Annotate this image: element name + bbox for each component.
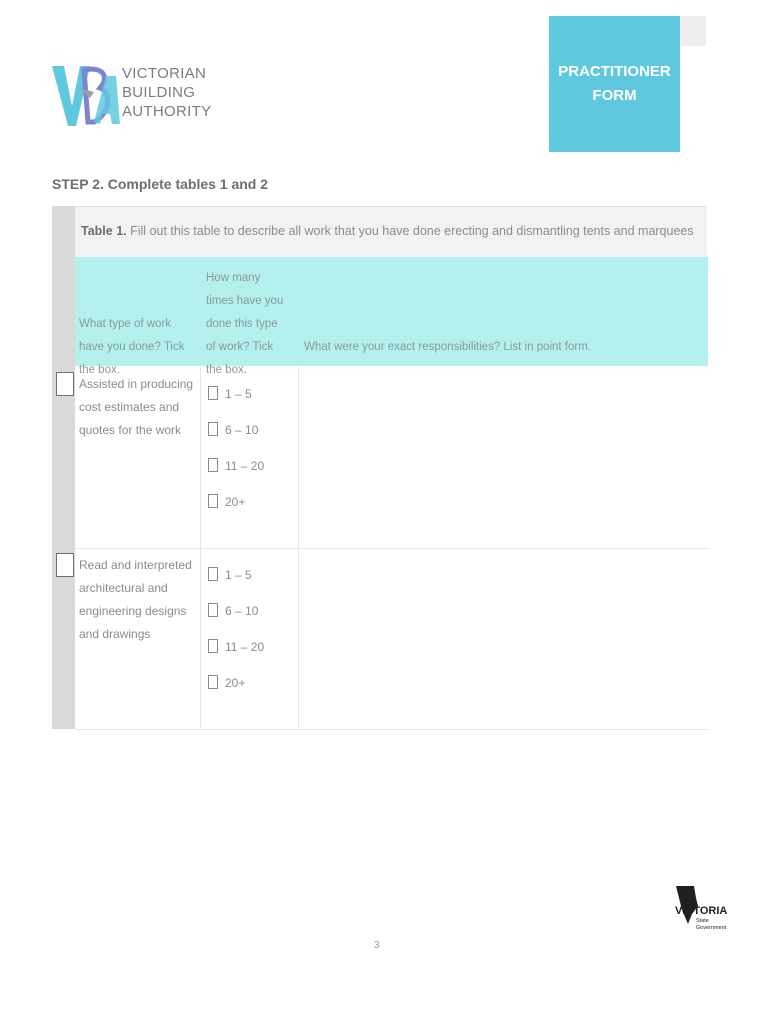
work-type-label: Assisted in producing cost estimates and quotes for the work — [79, 377, 194, 437]
responsibilities-field[interactable] — [305, 373, 701, 541]
header-responsibilities: What were your exact responsibilities? List in point form. — [304, 341, 591, 353]
option-label: 11 – 20 — [225, 459, 265, 473]
table-row — [75, 367, 708, 549]
option-checkbox[interactable] — [208, 567, 218, 581]
option-label: 1 – 5 — [225, 387, 252, 401]
badge-line-2: FORM — [592, 87, 637, 104]
count-option[interactable] — [208, 565, 252, 585]
option-checkbox[interactable] — [208, 603, 218, 617]
logo-line-3: AUTHORITY — [122, 103, 212, 120]
logo-line-2: BUILDING — [122, 84, 196, 101]
header-work-type: What type of work have you done? Tick the box. — [79, 318, 185, 376]
victoria-map-icon — [672, 884, 732, 944]
vba-logo-mark — [50, 62, 122, 132]
header-times-done: How many times have you done this type of work? Tick the box. — [206, 272, 284, 376]
column-divider — [298, 548, 299, 729]
count-option[interactable] — [208, 673, 245, 693]
work-type-checkbox[interactable] — [56, 372, 74, 396]
option-label: 6 – 10 — [225, 423, 259, 437]
option-checkbox[interactable] — [208, 386, 218, 400]
responsibilities-field[interactable] — [305, 554, 701, 722]
logo-wordmark — [122, 64, 211, 121]
table-header-row — [75, 257, 708, 376]
vba-logo — [50, 62, 212, 132]
column-divider — [200, 367, 201, 548]
badge-line-1: PRACTITIONER — [558, 63, 671, 80]
option-label: 6 – 10 — [225, 604, 259, 618]
page-number: 3 — [374, 940, 380, 951]
column-divider — [200, 548, 201, 729]
option-label: 1 – 5 — [225, 568, 252, 582]
gov-sub-line-2: Government — [696, 925, 727, 931]
work-table — [52, 206, 708, 729]
table-row — [75, 548, 708, 730]
count-option[interactable] — [208, 637, 264, 657]
table-title-row — [75, 206, 707, 258]
count-option[interactable] — [208, 601, 258, 621]
count-option[interactable] — [208, 456, 264, 476]
victoria-government-logo — [672, 884, 732, 944]
decor-square — [680, 16, 706, 46]
step-heading: STEP 2. Complete tables 1 and 2 — [52, 176, 269, 192]
option-checkbox[interactable] — [208, 422, 218, 436]
option-checkbox[interactable] — [208, 458, 218, 472]
victoria-wordmark: VICTORIA — [675, 905, 728, 917]
count-option[interactable] — [208, 492, 245, 512]
logo-line-1: VICTORIAN — [122, 65, 207, 82]
work-type-checkbox[interactable] — [56, 553, 74, 577]
option-label: 20+ — [225, 676, 246, 690]
count-option[interactable] — [208, 420, 258, 440]
practitioner-form-badge — [549, 16, 680, 152]
work-type-label: Read and interpreted architectural and engineering designs and drawings — [79, 558, 192, 641]
gov-sub-line-1: State — [696, 918, 709, 924]
option-label: 20+ — [225, 495, 246, 509]
option-checkbox[interactable] — [208, 639, 218, 653]
column-divider — [298, 367, 299, 548]
table-title-description: Fill out this table to describe all work that you have done erecting and dismantling tents and marquees — [126, 224, 694, 238]
option-label: 11 – 20 — [225, 640, 265, 654]
count-option[interactable] — [208, 384, 252, 404]
table-title-label: Table 1. — [81, 224, 127, 238]
option-checkbox[interactable] — [208, 494, 218, 508]
table-title — [81, 224, 694, 238]
option-checkbox[interactable] — [208, 675, 218, 689]
table-left-strip — [52, 206, 75, 729]
